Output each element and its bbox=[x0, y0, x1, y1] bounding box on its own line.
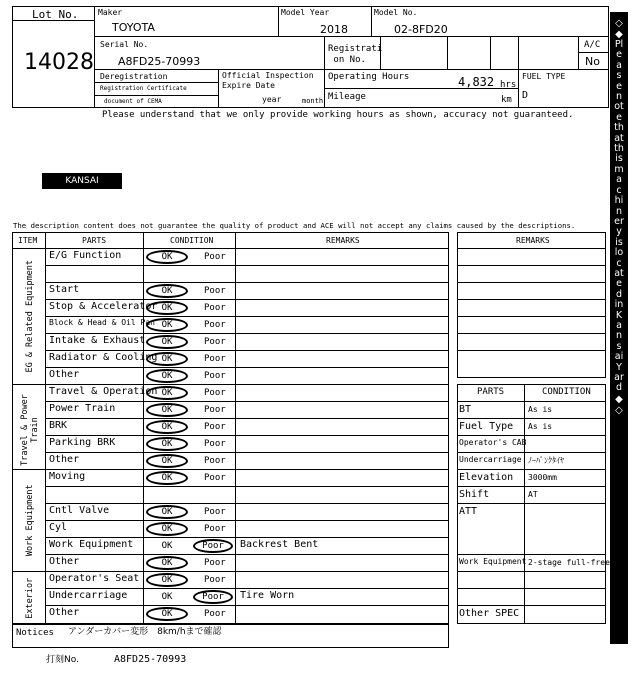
table-row-divider bbox=[45, 401, 449, 402]
spec-value: AT bbox=[528, 490, 538, 499]
spec-part: Operator's CAB bbox=[459, 438, 527, 447]
right-remarks-divider bbox=[457, 299, 606, 300]
poor-option: Poor bbox=[204, 405, 226, 415]
part-label: Undercarriage bbox=[49, 590, 128, 601]
ok-circled: OK bbox=[146, 386, 188, 400]
table-row-divider bbox=[45, 248, 449, 249]
model-no-value: 02-8FD20 bbox=[394, 23, 448, 36]
poor-option: Poor bbox=[204, 371, 226, 381]
spec-value: 3000mm bbox=[528, 473, 557, 482]
table-row-divider bbox=[45, 605, 449, 606]
right-remarks-divider bbox=[457, 316, 606, 317]
spec-row-divider bbox=[457, 486, 606, 487]
spec-value: As is bbox=[528, 405, 553, 414]
right-remarks-divider bbox=[457, 282, 606, 283]
month-label: month bbox=[302, 97, 324, 105]
part-label: Stop & Accelerator bbox=[49, 301, 158, 312]
part-label: Other bbox=[49, 556, 80, 567]
poor-option: Poor bbox=[204, 303, 226, 313]
ok-circled: OK bbox=[146, 420, 188, 434]
header-parts: PARTS bbox=[82, 236, 107, 245]
spec-part: Undercarriage bbox=[459, 455, 522, 464]
ok-circled: OK bbox=[146, 556, 188, 570]
diamond-icon: ◇ bbox=[615, 404, 623, 416]
serial-value: A8FD25-70993 bbox=[118, 55, 201, 68]
remark-text: Tire Worn bbox=[240, 590, 295, 601]
table-row-divider bbox=[45, 367, 449, 368]
part-label: Moving bbox=[49, 471, 86, 482]
diamond-icon: ◆ bbox=[615, 393, 623, 405]
header-frame bbox=[12, 6, 609, 108]
diamond-icon: ◇ bbox=[615, 18, 623, 29]
part-label: Other bbox=[49, 369, 80, 380]
stamp-label: 打刻No. bbox=[46, 655, 79, 665]
table-row-divider bbox=[45, 299, 449, 300]
spec-row-divider bbox=[457, 401, 606, 402]
right-remarks-divider bbox=[457, 248, 606, 249]
spec-row-divider bbox=[457, 452, 606, 453]
spec-part: Elevation bbox=[459, 472, 514, 483]
maker-value: TOYOTA bbox=[112, 21, 155, 34]
registration-label: Registrati on No. bbox=[328, 44, 383, 65]
table-row-divider bbox=[45, 503, 449, 504]
table-row-divider bbox=[45, 418, 449, 419]
fuel-type-value: D bbox=[522, 90, 529, 101]
poor-option: Poor bbox=[204, 609, 226, 619]
ac-label: A/C bbox=[584, 40, 601, 50]
right-remarks-divider bbox=[457, 350, 606, 351]
spec-header-parts: PARTS bbox=[477, 387, 505, 397]
part-label: E/G Function bbox=[49, 250, 122, 261]
group-eg: EG & Related Equipment bbox=[24, 259, 35, 373]
part-label: Work Equipment bbox=[49, 539, 134, 550]
table-row-divider bbox=[45, 571, 449, 572]
hours-note: Please understand that we only provide working hours as shown, accuracy not guaranteed. bbox=[102, 110, 574, 120]
table-row-divider bbox=[45, 520, 449, 521]
poor-option: Poor bbox=[204, 252, 226, 262]
ok-option: OK bbox=[161, 592, 173, 602]
header-remarks: REMARKS bbox=[326, 236, 360, 245]
ok-circled: OK bbox=[146, 284, 188, 298]
poor-option: Poor bbox=[204, 422, 226, 432]
ok-circled: OK bbox=[146, 301, 188, 315]
group-exterior: Exterior bbox=[24, 577, 35, 619]
spec-part: Fuel Type bbox=[459, 421, 514, 432]
model-year-value: 2018 bbox=[320, 23, 348, 36]
poor-option: Poor bbox=[204, 575, 226, 585]
poor-option: Poor bbox=[204, 439, 226, 449]
stamp-value: A8FD25-70993 bbox=[114, 654, 187, 665]
poor-option: Poor bbox=[204, 507, 226, 517]
poor-option: Poor bbox=[204, 337, 226, 347]
table-row-divider bbox=[45, 537, 449, 538]
mileage-label: Mileage bbox=[328, 92, 366, 102]
table-row-divider bbox=[45, 486, 449, 487]
ok-circled: OK bbox=[146, 505, 188, 519]
part-label: Radiator & Cooling bbox=[49, 352, 158, 363]
ok-circled: OK bbox=[146, 454, 188, 468]
poor-option: Poor bbox=[204, 456, 226, 466]
right-remarks-divider bbox=[457, 265, 606, 266]
poor-circled: Poor bbox=[193, 539, 233, 553]
maker-label: Maker bbox=[98, 8, 123, 17]
spec-part: Other SPEC bbox=[459, 608, 520, 619]
spec-row-divider bbox=[457, 503, 606, 504]
spec-part: ATT bbox=[459, 506, 478, 517]
right-remarks-table bbox=[457, 232, 606, 378]
spec-row-divider bbox=[457, 469, 606, 470]
ok-circled: OK bbox=[146, 369, 188, 383]
spec-value: As is bbox=[528, 422, 553, 431]
part-label: Block & Head & Oil Pan bbox=[49, 318, 155, 327]
part-label: BRK bbox=[49, 420, 68, 431]
km-label: km bbox=[501, 95, 512, 105]
ok-circled: OK bbox=[146, 573, 188, 587]
expire-date-label: Expire Date bbox=[222, 81, 275, 90]
spec-row-divider bbox=[457, 435, 606, 436]
spec-value: 2-stage full-free bbox=[528, 558, 610, 567]
model-year-label: Model Year bbox=[281, 8, 330, 17]
spec-part: Work Equipment bbox=[459, 557, 527, 566]
right-remarks-header: REMARKS bbox=[516, 236, 550, 245]
part-label: Other bbox=[49, 454, 80, 465]
spec-row-divider bbox=[457, 588, 606, 589]
poor-circled: Poor bbox=[193, 590, 233, 604]
ok-circled: OK bbox=[146, 437, 188, 451]
table-row-divider bbox=[45, 282, 449, 283]
spec-part: BT bbox=[459, 404, 472, 415]
table-row-divider bbox=[45, 265, 449, 266]
kansai-badge-label: KANSAI bbox=[65, 176, 99, 186]
remark-text: Backrest Bent bbox=[240, 539, 319, 550]
fuel-type-label: FUEL TYPE bbox=[522, 72, 566, 81]
table-row-divider bbox=[45, 452, 449, 453]
part-label: Travel & Operation bbox=[49, 386, 158, 397]
table-row-divider bbox=[45, 316, 449, 317]
sidebar-text: Please note that this machinery is located in Kansai Yard bbox=[614, 39, 624, 394]
table-row-divider bbox=[45, 350, 449, 351]
ok-circled: OK bbox=[146, 403, 188, 417]
spec-row-divider bbox=[457, 418, 606, 419]
ok-option: OK bbox=[161, 541, 173, 551]
ok-circled: OK bbox=[146, 522, 188, 536]
serial-label: Serial No. bbox=[100, 40, 149, 49]
ok-circled: OK bbox=[146, 607, 188, 621]
ok-circled: OK bbox=[146, 250, 188, 264]
ok-circled: OK bbox=[146, 318, 188, 332]
poor-option: Poor bbox=[204, 388, 226, 398]
registration-certificate-label: Registration Certificate bbox=[100, 85, 187, 92]
notices-label: Notices bbox=[16, 628, 54, 638]
table-row-divider bbox=[45, 333, 449, 334]
spec-value: ﾉｰﾊﾟﾝｸﾀｲﾔ bbox=[528, 456, 564, 465]
lot-label: Lot No. bbox=[32, 8, 79, 21]
spec-row-divider bbox=[457, 605, 606, 606]
lot-number: 14028 bbox=[24, 50, 94, 75]
table-row-divider bbox=[45, 588, 449, 589]
disclaimer: The description content does not guarantee the quality of product and ACE will not accept any claims caused by the descriptions. bbox=[13, 221, 576, 230]
poor-option: Poor bbox=[204, 558, 226, 568]
spec-row-divider bbox=[457, 571, 606, 572]
part-label: Power Train bbox=[49, 403, 116, 414]
official-inspection-label: Official Inspection bbox=[222, 71, 314, 80]
diamond-icon: ◆ bbox=[615, 29, 623, 40]
poor-option: Poor bbox=[204, 473, 226, 483]
group-travel: Travel & Power Train bbox=[20, 394, 40, 466]
table-row-divider bbox=[45, 384, 449, 385]
poor-option: Poor bbox=[204, 286, 226, 296]
part-label: Cyl bbox=[49, 522, 68, 533]
poor-option: Poor bbox=[204, 354, 226, 364]
cema-label: document of CEMA bbox=[104, 98, 162, 105]
spec-row-divider bbox=[457, 554, 606, 555]
location-sidebar bbox=[610, 12, 628, 644]
part-label: Parking BRK bbox=[49, 437, 116, 448]
table-row-divider bbox=[45, 469, 449, 470]
ok-circled: OK bbox=[146, 471, 188, 485]
ac-value: No bbox=[585, 55, 600, 68]
right-remarks-divider bbox=[457, 333, 606, 334]
part-label: Operator's Seat bbox=[49, 573, 140, 584]
ok-circled: OK bbox=[146, 352, 188, 366]
part-label: Cntl Valve bbox=[49, 505, 110, 516]
notices-value: アンダーカバー変形 8km/hまで確認 bbox=[68, 627, 222, 637]
part-label: Other bbox=[49, 607, 80, 618]
deregistration-label: Deregistration bbox=[100, 72, 168, 81]
header-item: ITEM bbox=[18, 236, 38, 245]
table-row-divider bbox=[45, 435, 449, 436]
ok-circled: OK bbox=[146, 335, 188, 349]
operating-hours-label: Operating Hours bbox=[328, 72, 410, 82]
operating-hours-value: 4,832 bbox=[458, 75, 495, 89]
part-label: Start bbox=[49, 284, 80, 295]
table-row-divider bbox=[45, 554, 449, 555]
model-no-label: Model No. bbox=[374, 8, 418, 17]
part-label: Intake & Exhaust bbox=[49, 335, 146, 346]
poor-option: Poor bbox=[204, 320, 226, 330]
group-work: Work Equipment bbox=[24, 484, 35, 557]
year-label: year bbox=[262, 95, 282, 104]
spec-header-condition: CONDITION bbox=[542, 387, 591, 397]
poor-option: Poor bbox=[204, 524, 226, 534]
header-condition: CONDITION bbox=[170, 236, 214, 245]
hrs-label: hrs bbox=[500, 80, 517, 90]
spec-part: Shift bbox=[459, 489, 490, 500]
